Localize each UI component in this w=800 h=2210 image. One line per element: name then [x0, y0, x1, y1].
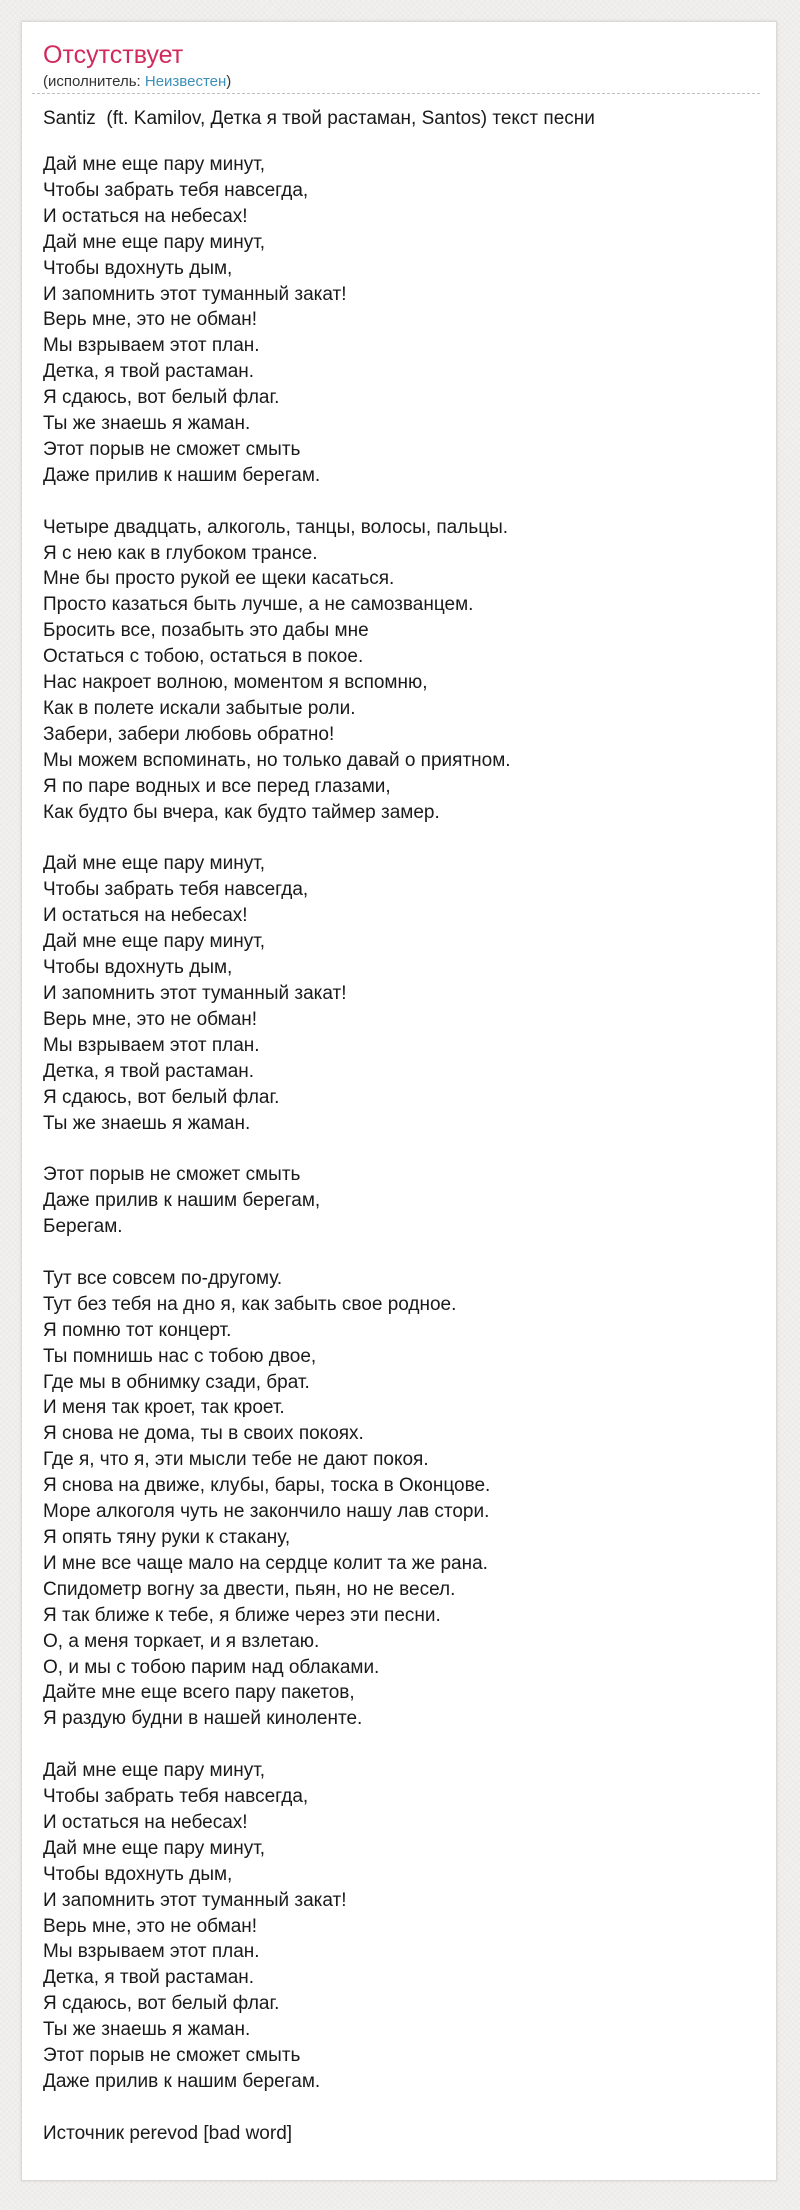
lyric-line: Я сдаюсь, вот белый флаг.	[43, 1086, 280, 1108]
performer-link[interactable]: Неизвестен	[144, 73, 227, 90]
lyric-line: Берегам.	[43, 1216, 123, 1238]
lyric-line: Дай мне еще пару минут,	[43, 1837, 266, 1859]
lyric-line: И запомнить этот туманный закат!	[43, 283, 347, 305]
lyric-line: Источник perevod [bad word]	[43, 2122, 293, 2144]
lyric-line: Чтобы забрать тебя навсегда,	[43, 1786, 309, 1808]
lyric-line: Я снова на движе, клубы, бары, тоска в Оконцове.	[43, 1475, 491, 1497]
lyric-line: Мы взрываем этот план.	[43, 1941, 260, 1963]
stanza-break	[43, 2095, 511, 2121]
lyric-line: Даже прилив к нашим берегам,	[43, 1190, 321, 1212]
lyric-line: Я раздую будни в нашей киноленте.	[43, 1708, 363, 1730]
lyric-line: Мы взрываем этот план.	[43, 1034, 260, 1056]
lyric-line: Дайте мне еще всего пару пакетов,	[43, 1682, 355, 1704]
lyric-line: Бросить все, позабыть это дабы мне	[43, 620, 369, 642]
song-heading: Santiz (ft. Kamilov, Детка я твой растаман, Santos) текст песни	[43, 108, 595, 129]
lyric-line: Я сдаюсь, вот белый флаг.	[43, 387, 280, 409]
lyric-line: Ты же знаешь я жаман.	[43, 413, 251, 435]
lyric-line: И запомнить этот туманный закат!	[43, 1889, 347, 1911]
lyric-line: Чтобы вдохнуть дым,	[43, 1863, 233, 1885]
dashed-divider	[32, 93, 760, 94]
lyric-line: Верь мне, это не обман!	[43, 1915, 258, 1937]
lyric-line: Остаться с тобою, остаться в покое.	[43, 646, 364, 668]
stanza-break	[43, 489, 511, 515]
stanza-break	[43, 1732, 511, 1758]
lyric-line: Чтобы вдохнуть дым,	[43, 957, 233, 979]
lyric-line: И мне все чаще мало на сердце колит та же рана.	[43, 1552, 488, 1574]
lyric-line: О, а меня торкает, и я взлетаю.	[43, 1630, 320, 1652]
lyric-line: Тут все совсем по-другому.	[43, 1267, 283, 1289]
lyric-line: Я по паре водных и все перед глазами,	[43, 775, 391, 797]
lyrics-card	[21, 21, 777, 2181]
lyric-line: И запомнить этот туманный закат!	[43, 982, 347, 1004]
lyric-line: Детка, я твой растаман.	[43, 1060, 255, 1082]
stanza-break	[43, 826, 511, 852]
lyric-line: Ты же знаешь я жаман.	[43, 2019, 251, 2041]
lyric-line: Верь мне, это не обман!	[43, 309, 258, 331]
lyric-line: Я опять тяну руки к стакану,	[43, 1526, 291, 1548]
lyric-line: Чтобы забрать тебя навсегда,	[43, 179, 309, 201]
lyric-line: И остаться на небесах!	[43, 205, 248, 227]
lyric-line: Тут без тебя на дно я, как забыть свое родное.	[43, 1293, 457, 1315]
lyric-line: Чтобы вдохнуть дым,	[43, 257, 233, 279]
lyric-line: Море алкоголя чуть не закончило нашу лав стори.	[43, 1501, 490, 1523]
lyric-line: Детка, я твой растаман.	[43, 361, 255, 383]
lyric-line: Этот порыв не сможет смыть	[43, 438, 301, 460]
performer-line	[43, 73, 231, 91]
lyric-line: Спидометр вогну за двести, пьян, но не весел.	[43, 1578, 456, 1600]
lyric-line: Нас накроет волною, моментом я вспомню,	[43, 672, 428, 694]
lyric-line: Мы взрываем этот план.	[43, 335, 260, 357]
lyric-line: Мы можем вспоминать, но только давай о приятном.	[43, 749, 511, 771]
stanza-break	[43, 1136, 511, 1162]
lyric-line: Четыре двадцать, алкоголь, танцы, волосы, пальцы.	[43, 516, 509, 538]
lyric-line: О, и мы с тобою парим над облаками.	[43, 1656, 380, 1678]
lyric-line: Чтобы забрать тебя навсегда,	[43, 879, 309, 901]
lyric-line: Даже прилив к нашим берегам.	[43, 2070, 321, 2092]
lyric-line: Где мы в обнимку сзади, брат.	[43, 1371, 310, 1393]
lyric-line: Ты же знаешь я жаман.	[43, 1112, 251, 1134]
lyric-line: Верь мне, это не обман!	[43, 1008, 258, 1030]
lyric-line: Детка, я твой растаман.	[43, 1967, 255, 1989]
lyric-line: Как будто бы вчера, как будто таймер замер.	[43, 801, 440, 823]
lyric-line: Этот порыв не сможет смыть	[43, 2045, 301, 2067]
lyric-line: Ты помнишь нас с тобою двое,	[43, 1345, 317, 1367]
lyric-line: Я с нею как в глубоком трансе.	[43, 542, 318, 564]
lyric-line: Я сдаюсь, вот белый флаг.	[43, 1993, 280, 2015]
lyric-line: Дай мне еще пару минут,	[43, 1760, 266, 1782]
lyric-line: Дай мне еще пару минут,	[43, 931, 266, 953]
lyric-line: Где я, что я, эти мысли тебе не дают покоя.	[43, 1449, 429, 1471]
lyric-line: Этот порыв не сможет смыть	[43, 1164, 301, 1186]
lyric-line: Даже прилив к нашим берегам.	[43, 464, 321, 486]
lyric-line: Я так ближе к тебе, я ближе через эти песни.	[43, 1604, 441, 1626]
performer-prefix: (исполнитель:	[43, 73, 145, 90]
stanza-break	[43, 1240, 511, 1266]
lyric-line: И меня так кроет, так кроет.	[43, 1397, 285, 1419]
lyric-line: И остаться на небесах!	[43, 1811, 248, 1833]
lyric-line: Дай мне еще пару минут,	[43, 154, 266, 175]
lyric-line: Как в полете искали забытые роли.	[43, 698, 356, 720]
song-title: Отсутствует	[43, 41, 184, 69]
lyric-line: Забери, забери любовь обратно!	[43, 723, 335, 745]
lyric-line: Просто казаться быть лучше, а не самозванцем.	[43, 594, 474, 616]
lyric-line: Я помню тот концерт.	[43, 1319, 232, 1341]
lyric-line: И остаться на небесах!	[43, 905, 248, 927]
lyric-line: Я снова не дома, ты в своих покоях.	[43, 1423, 364, 1445]
performer-suffix: )	[226, 73, 232, 90]
lyric-line: Дай мне еще пару минут,	[43, 853, 266, 875]
lyric-line: Мне бы просто рукой ее щеки касаться.	[43, 568, 395, 590]
lyrics-body	[43, 152, 511, 2147]
lyric-line: Дай мне еще пару минут,	[43, 231, 266, 253]
